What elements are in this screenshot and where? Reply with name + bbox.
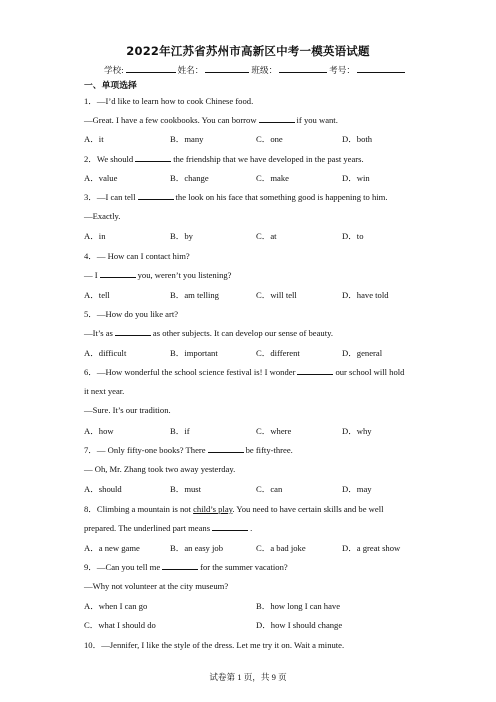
option-b: B．must [170,484,202,494]
option-d: D．how I should change [256,620,343,630]
answer-blank [259,114,295,123]
option-a: A．a new game [84,543,140,553]
option-c: C．at [256,231,277,241]
answer-blank [212,522,248,531]
question-2-stem [84,153,364,165]
text: our school will hold [335,367,405,377]
answer-blank [100,269,136,278]
option-c: C．one [256,134,283,144]
text: 9．—Can you tell me [84,562,161,572]
text: for the summer vacation? [200,562,288,572]
answer-blank [208,444,244,453]
text: —Great. I have a few cookbooks. You can borrow [84,115,257,125]
option-a: A．value [84,173,118,183]
question-10-stem: 10．—Jennifer, I like the style of the dress. Let me try it on. Wait a minute. [84,640,345,650]
option-b: B．am telling [170,290,219,300]
question-3-dialog: —Exactly. [84,211,121,221]
answer-blank [297,366,333,375]
text: 8．Climbing a mountain is not [84,504,194,514]
text: the look on his face that something good is happening to him. [175,192,388,202]
question-1-dialog [84,114,338,125]
option-a: A．tell [84,290,110,300]
text: . You need to have certain skills and be well [232,504,384,514]
text: you, weren’t you listening? [137,270,232,280]
underlined-phrase: child’s play [193,504,233,514]
text: as other subjects. It can develop our sense of beauty. [152,328,333,338]
option-a: A．in [84,231,106,241]
question-7-dialog: — Oh, Mr. Zhang took two away yesterday. [84,464,236,474]
question-8-stem-cont [84,522,252,533]
option-c: C．will tell [256,290,297,300]
question-5-stem: 5．—How do you like art? [84,309,179,319]
text: 3．—I can tell [84,192,136,202]
id-label: 考号： [329,65,355,75]
text: 7．— Only fifty-one books? There [84,445,206,455]
option-b: B．many [170,134,204,144]
question-9-dialog: —Why not volunteer at the city museum? [84,581,229,591]
page-title: 2022年江苏省苏州市高新区中考一模英语试题 [126,44,370,58]
text: be fifty-three. [245,445,293,455]
text: the friendship that we have developed in the past years. [173,154,364,164]
option-d: D．have told [342,290,389,300]
text: if you want. [296,115,338,125]
question-9-stem [84,561,288,573]
option-a: A．should [84,484,122,494]
student-info-row [104,64,407,76]
answer-blank [115,327,151,336]
option-a: A．it [84,134,104,144]
text: — I [84,270,98,280]
answer-blank [138,191,174,200]
option-d: D．to [342,231,364,241]
option-d: D．may [342,484,372,494]
id-blank [357,64,405,73]
school-blank [126,64,176,73]
option-b: B．important [170,348,218,358]
question-3-stem [84,191,388,203]
class-blank [279,64,327,73]
name-label: 姓名： [177,65,204,75]
option-a: A．when I can go [84,601,148,611]
answer-blank [162,561,198,570]
option-c: C．where [256,426,292,436]
option-c: C．different [256,348,300,358]
option-d: D．why [342,426,372,436]
option-c: C．what I should do [84,620,156,630]
question-7-stem [84,444,293,456]
text: prepared. The underlined part means [84,523,211,533]
option-d: D．both [342,134,373,144]
question-6-stem-cont: it next year. [84,386,125,396]
option-b: B．by [170,231,193,241]
option-b: B．change [170,173,209,183]
text: 6．—How wonderful the school science festival is! I wonder [84,367,296,377]
option-a: A．how [84,426,114,436]
text: —It’s as [84,328,113,338]
section-heading: 一、单项选择 [84,81,137,91]
question-6-stem [84,366,404,378]
question-8-stem [84,503,383,515]
question-6-dialog: —Sure. It’s our tradition. [84,405,171,415]
text: . [250,523,253,533]
option-d: D．a great show [342,543,401,553]
name-blank [205,64,249,73]
option-b: B．an easy job [170,543,223,553]
school-label: 学校: [104,65,124,75]
option-d: D．general [342,348,383,358]
question-5-dialog [84,327,333,338]
page-footer: 试卷第 1 页，共 9 页 [209,672,287,682]
option-d: D．win [342,173,370,183]
option-c: C．make [256,173,289,183]
text: 2．We should [84,154,134,164]
option-c: C．can [256,484,283,494]
option-b: B．if [170,426,190,436]
question-4-stem: 4．— How can I contact him? [84,251,190,261]
option-b: B．how long I can have [256,601,341,611]
answer-blank [135,153,171,162]
class-label: 班级： [251,65,278,75]
question-4-dialog [84,269,232,280]
option-c: C．a bad joke [256,543,306,553]
option-a: A．difficult [84,348,127,358]
question-1-stem: 1．—I’d like to learn how to cook Chinese food. [84,96,254,106]
